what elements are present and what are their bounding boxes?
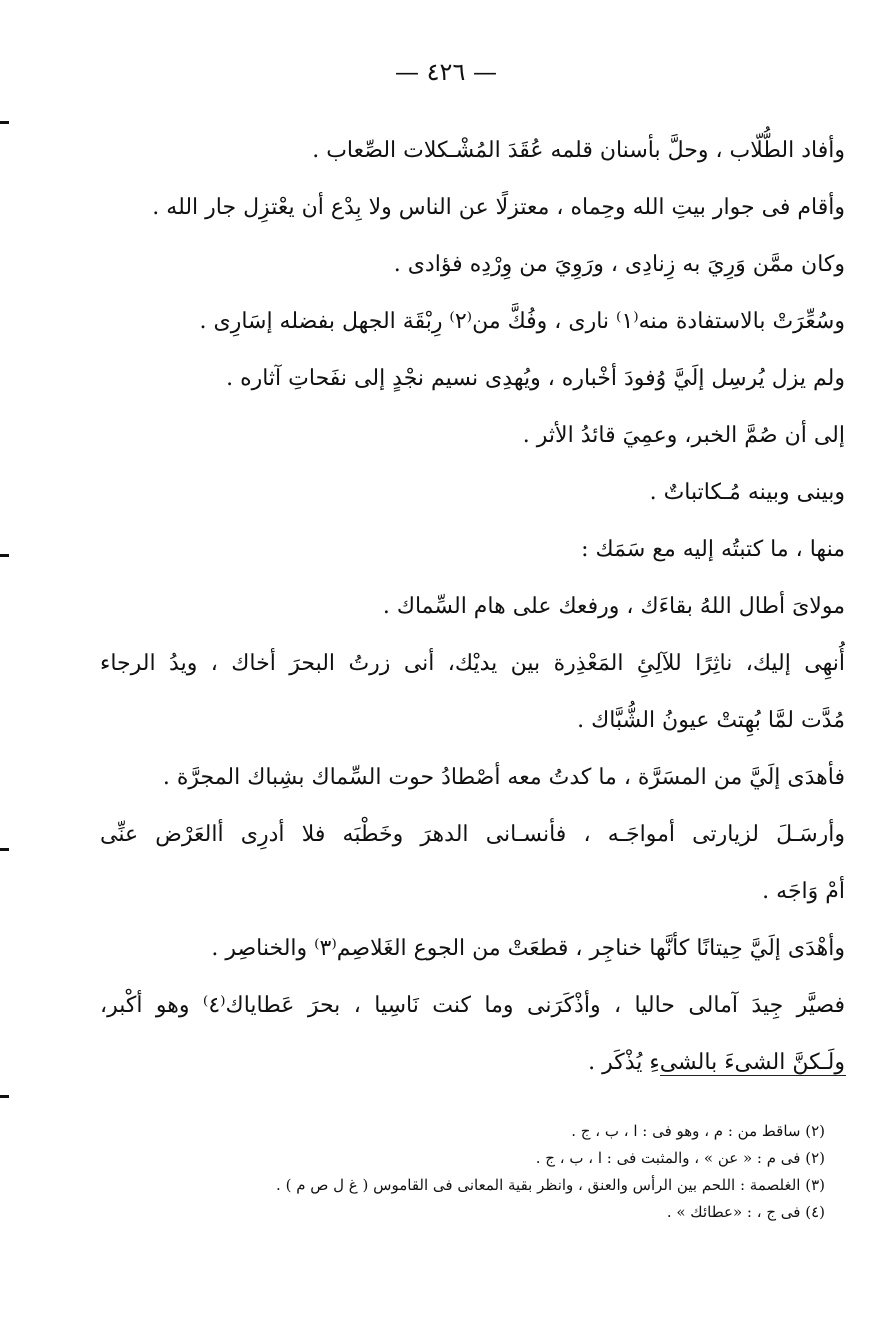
text-line: إلى أن صُمَّ الخبر، وعمِيَ قائدُ الأثر .	[522, 423, 845, 448]
text-line: مولاىَ أطال اللهُ بقاءَك ، ورفعك على هام السِّماك .	[382, 594, 845, 619]
main-text	[100, 122, 845, 1091]
text-line: أمْ وَاجَه .	[762, 879, 845, 904]
text-line: ولم يزل يُرسِل إلَيَّ وُفودَ أخْباره ، ويُهدِى نسيم نجْدٍ إلى نفَحاتِ آثاره .	[226, 366, 845, 391]
margin-mark	[0, 121, 9, 124]
footnotes	[140, 1118, 825, 1226]
page-number: — ٤٢٦ —	[395, 58, 497, 86]
text-line: أُنهِى إليك، ناثِرًا للآلِئِ المَعْذِرة بين يديْك، أنى زرتُ البحرَ أخاك ، ويدُ الرجاء	[100, 651, 845, 676]
text-line: وأفاد الطُّلّاب ، وحلَّ بأسنان قلمه عُقَدَ المُشْـكلات الصِّعاب .	[312, 138, 845, 163]
footnote-divider	[660, 1075, 846, 1076]
footnote: (٢) فى م : « عن » ، والمثبت فى : ا ، ب ، ج .	[535, 1149, 825, 1167]
text-line: وسُعِّرَتْ بالاستفادة منه⁽١⁾ نارى ، وفُكَّ من⁽٢⁾ رِبْقَة الجهل بفضله إسَارِى .	[199, 309, 845, 334]
footnote: (٣) الغلصمة : اللحم بين الرأس والعنق ، وانظر بقية المعانى فى القاموس ( غ ل ص م ) .	[276, 1176, 825, 1194]
text-line: وبينى وبينه مُـكاتباتٌ .	[649, 480, 845, 505]
text-line: منها ، ما كتبتُه إليه مع سَمَك :	[581, 537, 845, 562]
text-line: مُدَّت لمَّا بُهِتتْ عيونُ الشُّبَّاك .	[577, 708, 845, 733]
margin-mark	[0, 1095, 9, 1098]
text-line: فصيَّر جِيدَ آمالى حاليا ، وأذْكَرَنى وما كنت نَاسِيا ، بحرَ عَطاياك⁽٤⁾ وهو أكْبر،	[100, 993, 845, 1018]
footnote: (٤) فى ج ، : «عطائك » .	[666, 1203, 825, 1221]
text-line: وأهْدَى إلَيَّ حِيتانًا كأنَّها خناجِر ، قطعَتْ من الجوع الغَلاصِم⁽٣⁾ والخناصِر .	[211, 936, 845, 961]
text-line: ولَـكنَّ الشىءَ بالشىءِ يُذْكَر .	[588, 1050, 845, 1075]
text-line: وكان ممَّن وَرِيَ به زِنادِى ، ورَوِيَ من وِرْدِه فؤادى .	[393, 252, 845, 277]
text-line: وأقام فى جوار بيتِ الله وحِماه ، معتزلًا عن الناس ولا بِدْع أن يعْتزِل جار الله .	[152, 195, 845, 220]
footnote: (٢) ساقط من : م ، وهو فى : ا ، ب ، ج .	[571, 1122, 825, 1140]
text-line: فأهدَى إلَيَّ من المسَرَّة ، ما كدتُ معه أصْطادُ حوت السِّماك بشِباك المجرَّة .	[162, 765, 845, 790]
margin-mark	[0, 554, 9, 557]
text-line: وأرسَـلَ لزيارتى أمواجَـه ، فأنسـانى الدهرَ وخَطْبَه فلا أدرِى أالعَرْض عنِّى	[100, 822, 845, 847]
margin-mark	[0, 848, 9, 851]
